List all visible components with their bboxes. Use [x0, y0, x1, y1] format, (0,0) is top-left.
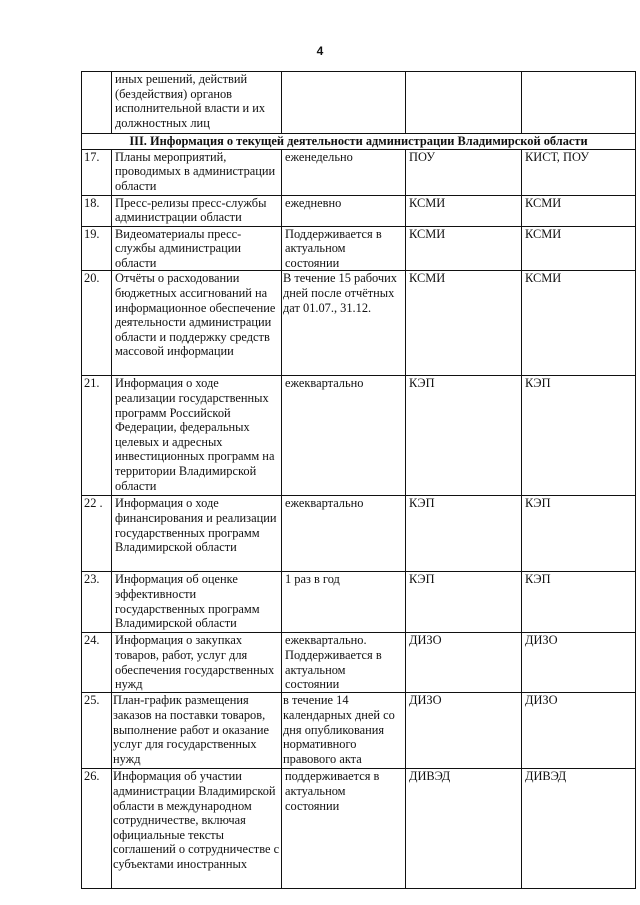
table-row-carryover — [82, 72, 636, 134]
row-frequency: еженедельно — [282, 149, 406, 195]
row-provider: КСМИ — [522, 195, 636, 226]
table-row — [82, 572, 636, 633]
row-provider: КСМИ — [522, 271, 636, 376]
row-responsible: КЭП — [406, 496, 522, 572]
row-responsible: ПОУ — [406, 149, 522, 195]
table-row — [82, 195, 636, 226]
row-responsible: КСМИ — [406, 195, 522, 226]
row-responsible: КСМИ — [406, 271, 522, 376]
table-row — [82, 271, 636, 376]
section-row — [82, 134, 636, 150]
row-frequency: в течение 14 календарных дней со дня опубликования нормативного правового акта — [282, 693, 406, 769]
page-number: 4 — [316, 44, 324, 58]
row-frequency: Поддерживается в актуальном состоянии — [282, 226, 406, 271]
row-provider: КЭП — [522, 376, 636, 496]
section-title: III. Информация о текущей деятельности администрации Владимирской области — [82, 134, 636, 150]
row-name: Информация об участии администрации Владимирской области в международном сотрудничестве, включая официальные тексты соглашений о сотрудничестве с субъектами иностранных — [112, 769, 282, 889]
row-number: 23. — [82, 572, 112, 633]
info-table — [81, 71, 636, 889]
row-responsible: КЭП — [406, 572, 522, 633]
row-name: Информация о ходе финансирования и реализации государственных программ Владимирской области — [112, 496, 282, 572]
row-frequency: ежедневно — [282, 195, 406, 226]
row-provider: ДИЗО — [522, 633, 636, 693]
row-frequency: 1 раз в год — [282, 572, 406, 633]
row-name: Информация о закупках товаров, работ, услуг для обеспечения государственных нужд — [112, 633, 282, 693]
row-provider: КЭП — [522, 496, 636, 572]
row-frequency: поддерживается в актуальном состоянии — [282, 769, 406, 889]
row-number: 21. — [82, 376, 112, 496]
table-row — [82, 226, 636, 271]
table-row — [82, 693, 636, 769]
table-row — [82, 149, 636, 195]
row-number: 26. — [82, 769, 112, 889]
row-name: Информация о ходе реализации государственных программ Российской Федерации, федеральных целевых и адресных инвестиционных программ на территории Владимирской области — [112, 376, 282, 496]
table-row — [82, 496, 636, 572]
row-frequency: В течение 15 рабочих дней после отчётных дат 01.07., 31.12. — [282, 271, 406, 376]
row-provider — [522, 72, 636, 134]
row-name: Отчёты о расходовании бюджетных ассигнований на информационное обеспечение деятельности администрации области и поддержку средств массовой информации — [112, 271, 282, 376]
row-responsible: ДИЗО — [406, 693, 522, 769]
row-number: 22 . — [82, 496, 112, 572]
row-provider: ДИЗО — [522, 693, 636, 769]
row-responsible — [406, 72, 522, 134]
row-provider: КИСТ, ПОУ — [522, 149, 636, 195]
row-number: 17. — [82, 149, 112, 195]
row-name: Видеоматериалы пресс-службы администрации области — [112, 226, 282, 271]
row-number: 24. — [82, 633, 112, 693]
table-row — [82, 376, 636, 496]
row-frequency: ежеквартально — [282, 496, 406, 572]
row-number: 19. — [82, 226, 112, 271]
row-name: Планы мероприятий, проводимых в администрации области — [112, 149, 282, 195]
row-name: иных решений, действий (бездействия) органов исполнительной власти и их должностных лиц — [112, 72, 282, 134]
row-number: 25. — [82, 693, 112, 769]
row-provider: ДИВЭД — [522, 769, 636, 889]
row-number: 18. — [82, 195, 112, 226]
row-name: Информация об оценке эффективности государственных программ Владимирской области — [112, 572, 282, 633]
row-number — [82, 72, 112, 134]
table-row — [82, 769, 636, 889]
row-frequency: ежеквартально — [282, 376, 406, 496]
row-name: Пресс-релизы пресс-службы администрации области — [112, 195, 282, 226]
row-provider: КСМИ — [522, 226, 636, 271]
row-frequency — [282, 72, 406, 134]
table-row — [82, 633, 636, 693]
row-frequency: ежеквартально. Поддерживается в актуальном состоянии — [282, 633, 406, 693]
row-responsible: ДИВЭД — [406, 769, 522, 889]
row-responsible: КЭП — [406, 376, 522, 496]
row-responsible: ДИЗО — [406, 633, 522, 693]
row-responsible: КСМИ — [406, 226, 522, 271]
row-name: План-график размещения заказов на поставки товаров, выполнение работ и оказание услуг для государственных нужд — [112, 693, 282, 769]
row-provider: КЭП — [522, 572, 636, 633]
row-number: 20. — [82, 271, 112, 376]
